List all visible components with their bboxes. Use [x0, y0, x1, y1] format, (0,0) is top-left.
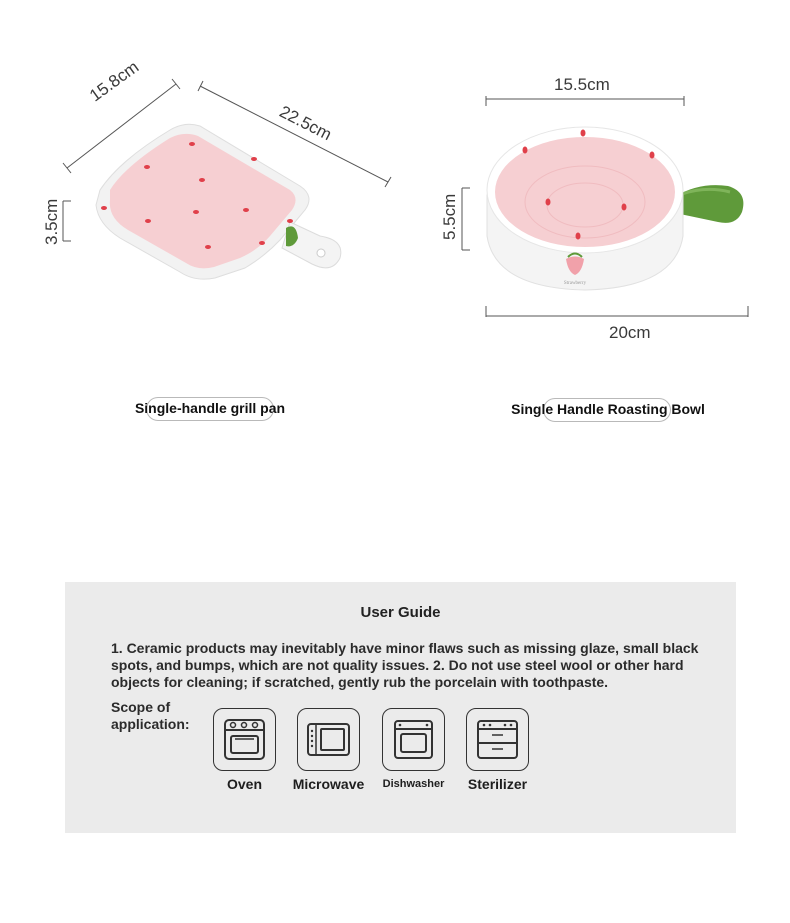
sterilizer-icon — [466, 708, 529, 771]
dishwasher-label: Dishwasher — [382, 778, 445, 790]
pan-caption: Single-handle grill pan — [134, 400, 286, 416]
pan-height-label: 3.5cm — [42, 198, 61, 245]
roasting-bowl-image — [440, 90, 760, 320]
bowl-print-text: Strawberry — [563, 281, 587, 286]
user-guide-title: User Guide — [360, 604, 441, 621]
microwave-label: Microwave — [292, 776, 365, 792]
scope-label: Scope of application: — [111, 699, 190, 732]
pan-length-label: 22.5cm — [276, 102, 335, 145]
bowl-diameter-label: 15.5cm — [554, 75, 610, 94]
bowl-caption: Single Handle Roasting Bowl — [511, 401, 705, 417]
pan-width-label: 15.8cm — [86, 57, 143, 106]
sterilizer-label: Sterilizer — [467, 776, 528, 792]
oven-label: Oven — [226, 776, 262, 792]
user-guide-text: 1. Ceramic products may inevitably have minor flaws such as missing glaze, small black spots, and bumps, which are not quality issues. 2. Do not use steel wool or other hard objects for cleaning; if scratched, gently rub the porcelain with toothpaste. — [111, 640, 699, 690]
grill-pan-image — [40, 75, 400, 285]
user-guide-panel — [65, 582, 736, 833]
microwave-icon — [297, 708, 360, 771]
bowl-length-label: 20cm — [609, 323, 651, 342]
dishwasher-icon — [382, 708, 445, 771]
oven-icon — [213, 708, 276, 771]
bowl-height-label: 5.5cm — [440, 193, 459, 240]
